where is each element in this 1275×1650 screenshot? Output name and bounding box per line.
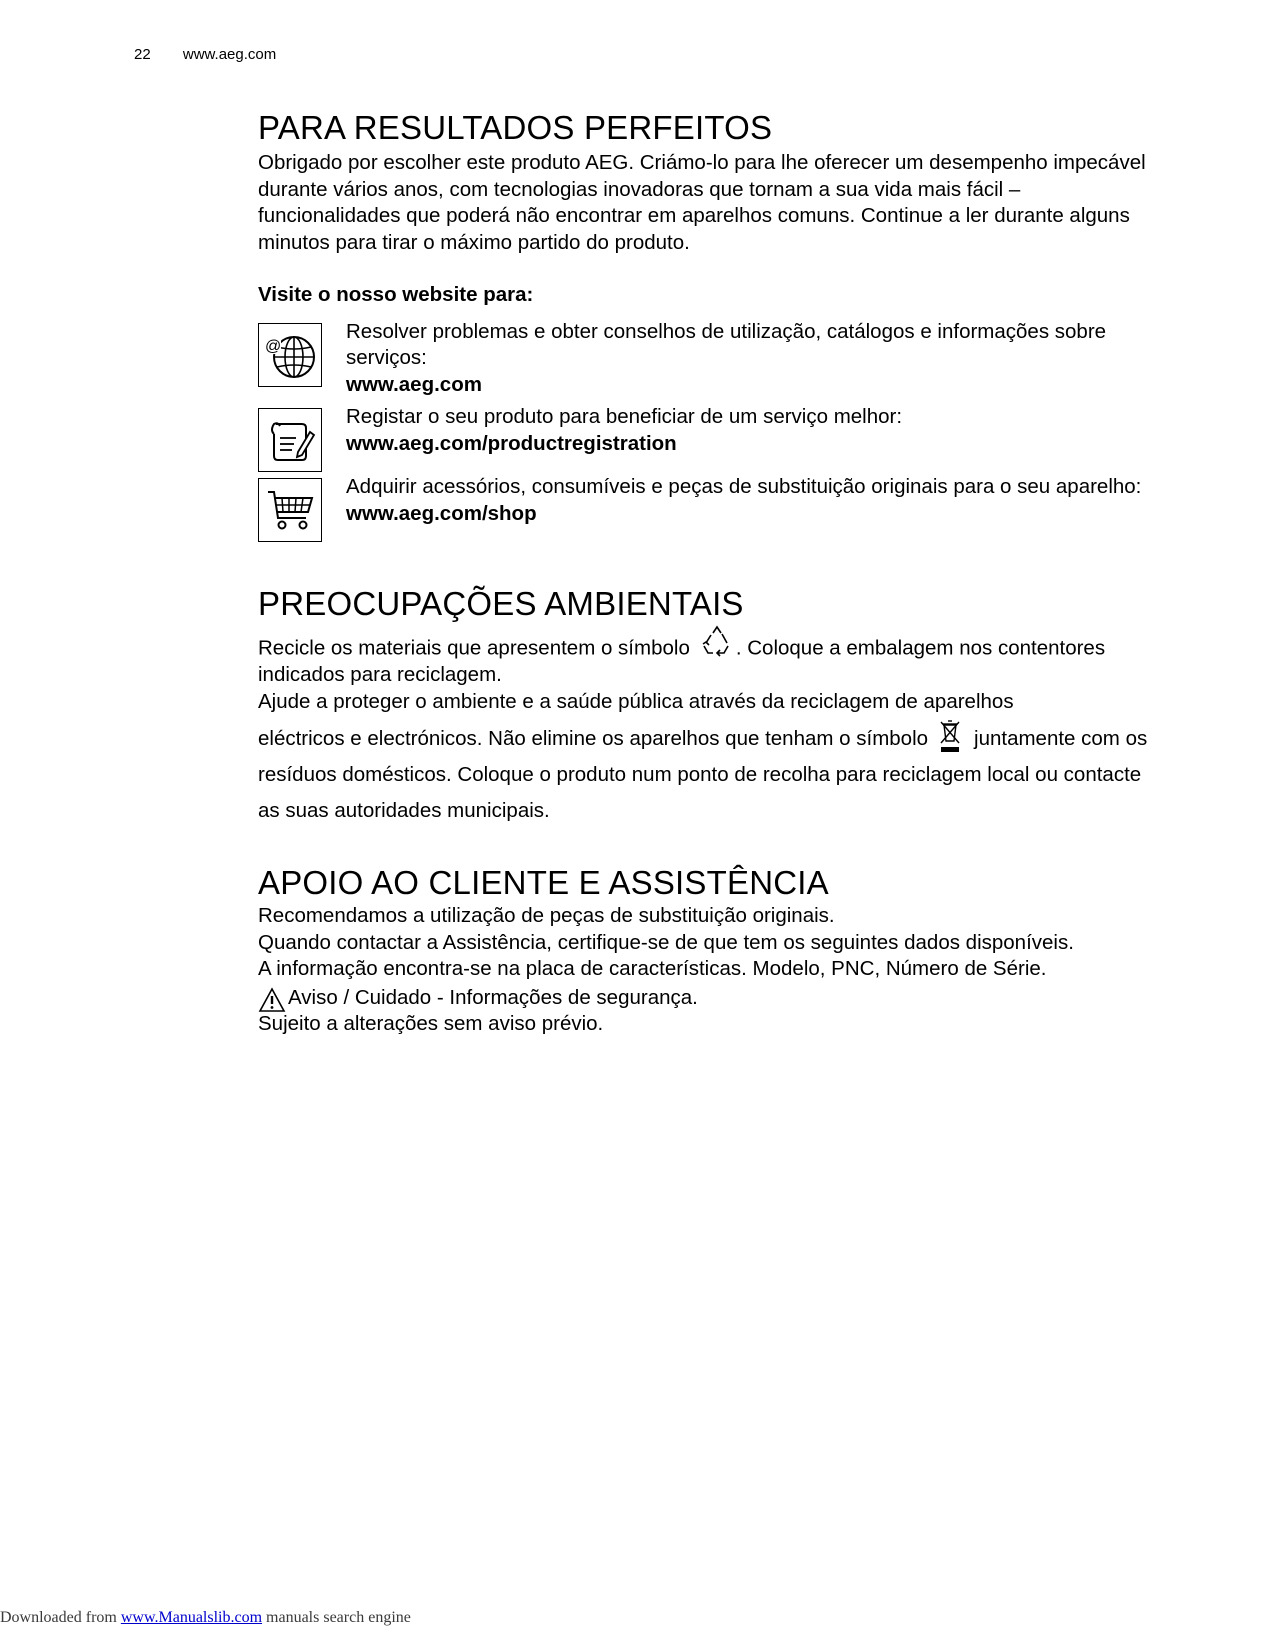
recycle-text-after: . Coloque a embalagem nos contentores indicados para reciclagem. xyxy=(258,636,1106,686)
website-link-shop[interactable]: www.aeg.com/shop xyxy=(346,501,537,525)
footer-suffix: manuals search engine xyxy=(262,1609,411,1626)
weee-text-after: juntamente com os resíduos domésticos. Coloque o produto num ponto de recolha para reciclagem local ou contacte as suas autoridades municipais. xyxy=(258,727,1148,822)
section-title-perfect-results: PARA RESULTADOS PERFEITOS xyxy=(258,109,773,146)
weee-line1: Ajude a proteger o ambiente e a saúde pública através da reciclagem de aparelhos xyxy=(258,689,1014,713)
shopping-cart-icon xyxy=(258,478,322,542)
page-number: 22 xyxy=(134,46,151,63)
weee-paragraph xyxy=(258,721,1158,829)
page-content xyxy=(258,108,1158,1038)
intro-paragraph: Obrigado por escolher este produto AEG. Criámo-lo para lhe oferecer um desempenho impecável durante vários anos, com tecnologias inovadoras que tornam a sua vida mais fácil – funcionalidades que poderá não encontrar em aparelhos comuns. Continue a ler durante alguns minutos para tirar o máximo partido do produto. xyxy=(258,151,1146,254)
website-link-aeg[interactable]: www.aeg.com xyxy=(346,372,482,396)
warning-triangle-icon xyxy=(258,987,286,1013)
website-item-registration xyxy=(258,405,1158,472)
website-item-shop xyxy=(258,475,1158,542)
section-title-customer-care: APOIO AO CLIENTE E ASSISTÊNCIA xyxy=(258,864,829,901)
globe-at-icon xyxy=(258,323,322,387)
download-footer xyxy=(0,1609,411,1627)
care-line: Sujeito a alterações sem aviso prévio. xyxy=(258,1012,604,1035)
warning-line xyxy=(258,985,1158,1012)
footer-prefix: Downloaded from xyxy=(0,1609,121,1626)
care-line: Quando contactar a Assistência, certifique-se de que tem os seguintes dados disponíveis. xyxy=(258,930,1074,954)
crossed-bin-icon xyxy=(938,719,962,755)
website-link-registration[interactable]: www.aeg.com/productregistration xyxy=(346,431,677,455)
website-item-text: Adquirir acessórios, consumíveis e peças de substituição originais para o seu aparelho: xyxy=(346,475,1142,498)
website-item-support xyxy=(258,319,1158,399)
section-title-environment: PREOCUPAÇÕES AMBIENTAIS xyxy=(258,585,744,622)
warning-text: Aviso / Cuidado - Informações de segurança. xyxy=(288,985,698,1009)
footer-manualslib-link[interactable]: www.Manualslib.com xyxy=(120,1609,263,1626)
website-item-text: Registar o seu produto para beneficiar de um serviço melhor: xyxy=(346,405,903,428)
weee-text-before: eléctricos e electrónicos. Não elimine os aparelhos que tenham o símbolo xyxy=(258,727,929,750)
page-header xyxy=(134,46,276,63)
recycle-icon xyxy=(700,624,734,658)
header-site-url: www.aeg.com xyxy=(182,46,277,63)
recycle-text-before: Recicle os materiais que apresentem o símbolo xyxy=(258,636,690,660)
website-item-text: Resolver problemas e obter conselhos de utilização, catálogos e informações sobre serviços: xyxy=(346,319,1107,369)
svg-text:@: @ xyxy=(265,337,282,355)
visit-website-label: Visite o nosso website para: xyxy=(258,283,534,306)
registration-pen-icon xyxy=(258,408,322,472)
care-line: A informação encontra-se na placa de características. Modelo, PNC, Número de Série. xyxy=(258,957,1047,980)
care-line: Recomendamos a utilização de peças de substituição originais. xyxy=(258,904,835,927)
recycle-paragraph xyxy=(258,628,1158,689)
